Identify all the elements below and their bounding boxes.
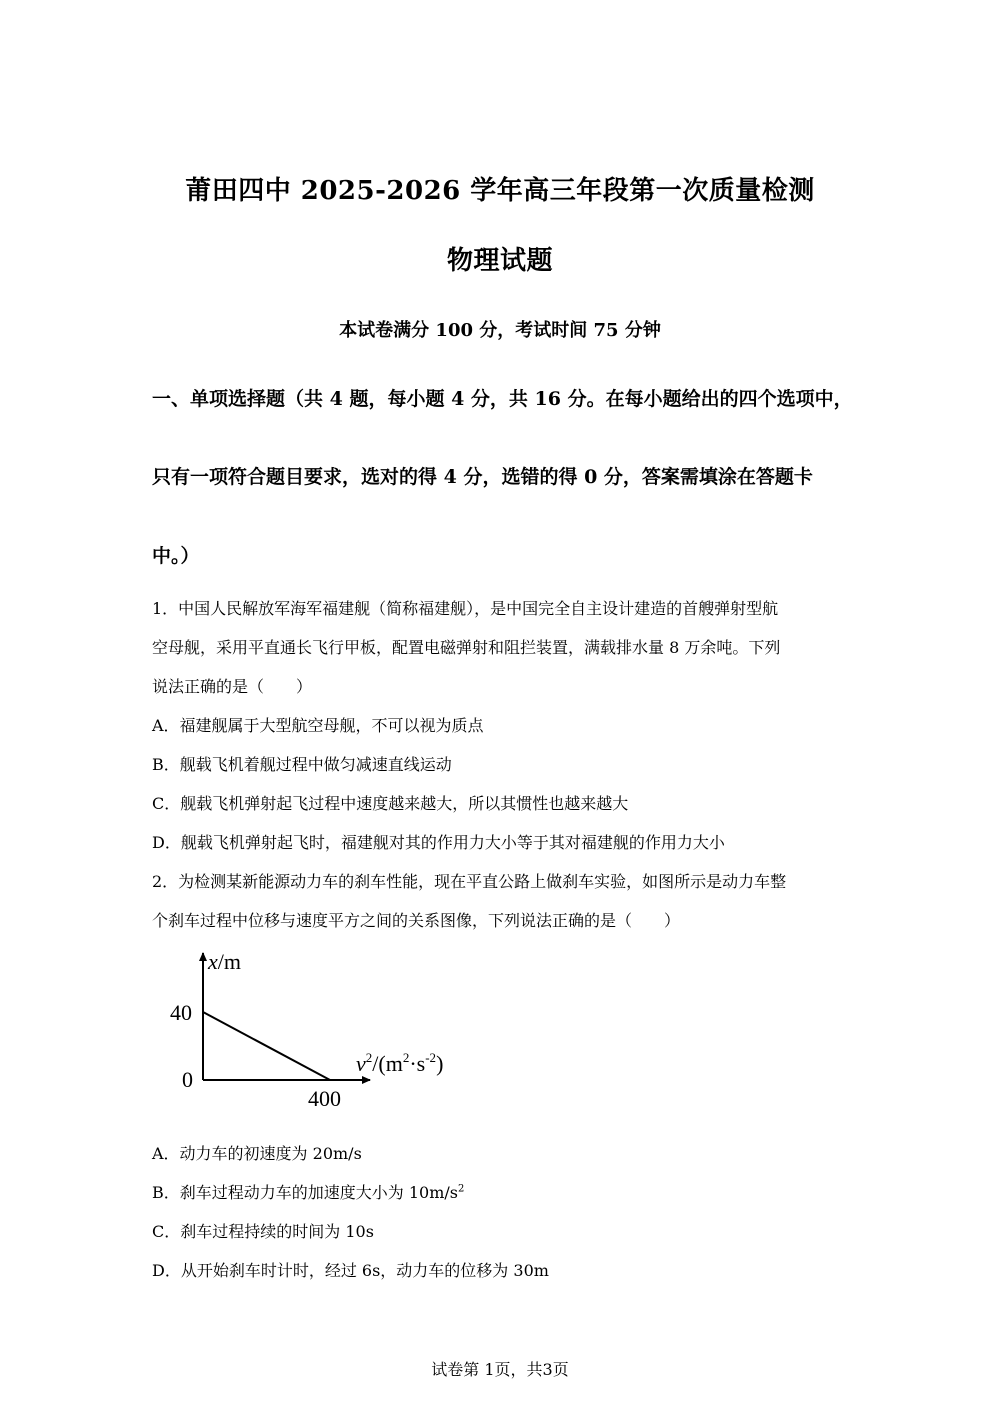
q2-option-c: C．刹车过程持续的时间为 10s bbox=[152, 1222, 374, 1241]
q1-stem-line-3: 说法正确的是（ ） bbox=[152, 677, 313, 696]
section-heading-line-1: 一、单项选择题（共 4 题，每小题 4 分，共 16 分。在每小题给出的四个选项中， bbox=[152, 388, 853, 410]
q1-stem-line-2: 空母舰，采用平直通长飞行甲板，配置电磁弹射和阻拦装置，满载排水量 8 万余吨。下列 bbox=[152, 638, 781, 657]
y-tick-40: 40 bbox=[170, 1000, 192, 1025]
x-v2-graph bbox=[160, 945, 480, 1115]
origin-label: 0 bbox=[182, 1067, 193, 1092]
q1-option-c: C．舰载飞机弹射起飞过程中速度越来越大，所以其惯性也越来越大 bbox=[152, 794, 629, 813]
q2-option-a: A．动力车的初速度为 20m/s bbox=[152, 1144, 362, 1163]
q1-option-d: D．舰载飞机弹射起飞时，福建舰对其的作用力大小等于其对福建舰的作用力大小 bbox=[152, 833, 725, 852]
q2-stem-line-2: 个刹车过程中位移与速度平方之间的关系图像，下列说法正确的是（ ） bbox=[152, 911, 681, 930]
q2-option-d: D．从开始刹车时计时，经过 6s，动力车的位移为 30m bbox=[152, 1261, 549, 1280]
graph-data-line bbox=[203, 1012, 330, 1080]
section-heading-line-3: 中。） bbox=[152, 545, 200, 567]
exam-title: 莆田四中 2025-2026 学年高三年段第一次质量检测 bbox=[185, 176, 815, 206]
q1-option-b: B．舰载飞机着舰过程中做匀减速直线运动 bbox=[152, 755, 452, 774]
section-heading-line-2: 只有一项符合题目要求，选对的得 4 分，选错的得 0 分，答案需填涂在答题卡 bbox=[152, 466, 813, 488]
y-axis-label: x/m bbox=[208, 949, 241, 974]
q2-option-b bbox=[152, 1180, 464, 1203]
exam-note: 本试卷满分 100 分，考试时间 75 分钟 bbox=[339, 320, 661, 341]
page-footer: 试卷第 1页，共3页 bbox=[431, 1360, 569, 1379]
subject-title: 物理试题 bbox=[446, 246, 553, 276]
q1-option-a: A．福建舰属于大型航空母舰，不可以视为质点 bbox=[152, 716, 484, 735]
x-axis-label: $v^2/(m^2\cdot s^{-2})$ bbox=[356, 1050, 444, 1076]
x-tick-400: 400 bbox=[308, 1086, 341, 1111]
q2-option-b-text: B．刹车过程动力车的加速度大小为 10m/s bbox=[152, 1183, 458, 1202]
q2-option-b-superscript: 2 bbox=[457, 1183, 465, 1195]
q2-stem-line-1: 2．为检测某新能源动力车的刹车性能，现在平直公路上做刹车实验，如图所示是动力车整 bbox=[152, 872, 787, 891]
q1-stem-line-1: 1．中国人民解放军海军福建舰（简称福建舰），是中国完全自主设计建造的首艘弹射型航 bbox=[152, 599, 779, 618]
